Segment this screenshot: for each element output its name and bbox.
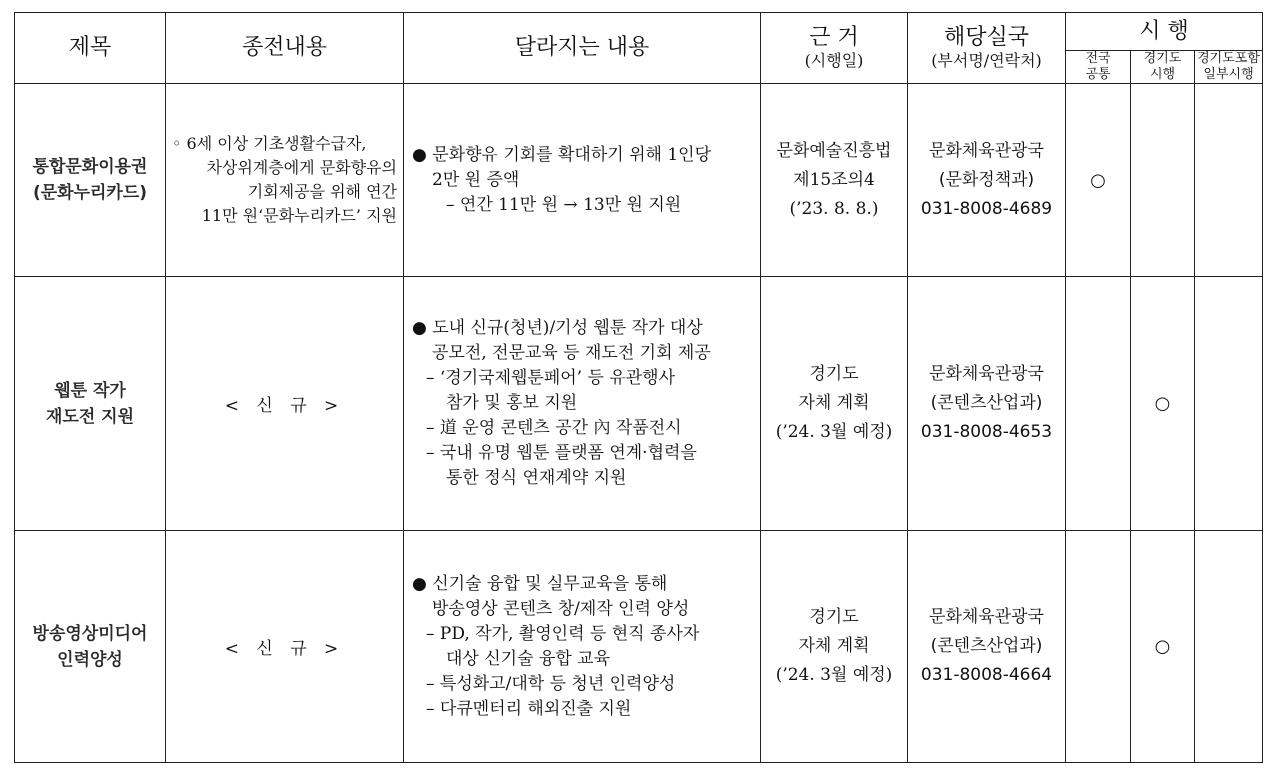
row-change-line: ● 문화향유 기회를 확대하기 위해 1인당 bbox=[412, 144, 711, 165]
table-row bbox=[15, 84, 1263, 277]
impl-gyeonggi-line1: 경기도 bbox=[1143, 51, 1182, 66]
header-impl-partial bbox=[1195, 51, 1263, 84]
header-department-sub: (부서명/연락처) bbox=[931, 51, 1042, 70]
row-basis bbox=[761, 84, 908, 277]
row-change-line: – ‘경기국제웹툰페어’ 등 유관행사 bbox=[426, 368, 676, 388]
row-change-line: ● 신기술 융합 및 실무교육을 통해 bbox=[412, 573, 668, 594]
row-previous bbox=[166, 277, 404, 531]
row-basis-line: 자체 계획 bbox=[798, 636, 870, 656]
row-basis-line: 경기도 bbox=[809, 607, 859, 627]
row-changes bbox=[404, 277, 761, 531]
row-basis-line: 자체 계획 bbox=[798, 393, 870, 413]
row-change-line: 대상 신기술 융합 교육 bbox=[446, 648, 611, 669]
row-title-line: 통합문화이용권 bbox=[32, 157, 148, 177]
header-impl-national bbox=[1066, 51, 1131, 84]
row-change-line: – 특성화고/대학 등 청년 인력양성 bbox=[426, 673, 676, 694]
row-basis-line: (’23. 8. 8.) bbox=[789, 198, 879, 219]
row-change-line: – 다큐멘터리 해외진출 지원 bbox=[426, 698, 632, 719]
row-impl-national: ○ bbox=[1066, 84, 1131, 277]
impl-partial-line2: 일부시행 bbox=[1203, 67, 1254, 82]
row-title-line: 재도전 지원 bbox=[45, 406, 135, 427]
row-department-line: 문화체육관광국 bbox=[929, 364, 1044, 384]
header-implementation: 시 행 bbox=[1066, 13, 1263, 51]
header-impl-gyeonggi bbox=[1131, 51, 1195, 84]
row-title bbox=[15, 84, 166, 277]
impl-national-line1: 전국 bbox=[1085, 51, 1111, 66]
row-impl-partial bbox=[1195, 277, 1263, 531]
row-previous-line: 차상위계층에게 문화향유의 bbox=[206, 158, 397, 177]
row-department-line: 031-8008-4689 bbox=[920, 198, 1053, 219]
impl-national-line2: 공통 bbox=[1085, 67, 1111, 82]
row-impl-partial bbox=[1195, 84, 1263, 277]
row-previous-line: 11만 원‘문화누리카드’ 지원 bbox=[201, 206, 397, 225]
header-basis-label: 근 거 bbox=[809, 25, 859, 50]
row-impl-gyeonggi bbox=[1131, 84, 1195, 277]
row-change-line: 2만 원 증액 bbox=[432, 169, 520, 190]
row-department-line: (콘텐츠산업과) bbox=[930, 636, 1043, 656]
row-change-line: 방송영상 콘텐츠 창/제작 인력 양성 bbox=[432, 598, 690, 619]
row-change-line: – 국내 유명 웹툰 플랫폼 연계·협력을 bbox=[426, 443, 697, 463]
row-change-line: 공모전, 전문교육 등 재도전 기회 제공 bbox=[432, 343, 711, 363]
row-change-line: 통한 정식 연재계약 지원 bbox=[446, 468, 627, 488]
row-change-line: – 연간 11만 원 → 13만 원 지원 bbox=[446, 194, 682, 215]
header-department-label: 해당실국 bbox=[943, 25, 1029, 50]
row-impl-national bbox=[1066, 277, 1131, 531]
row-basis-line: 제15조의4 bbox=[793, 169, 875, 190]
row-title-line: 인력양성 bbox=[57, 649, 123, 670]
row-impl-partial bbox=[1195, 531, 1263, 763]
row-change-line: – 道 운영 콘텐츠 공간 內 작품전시 bbox=[426, 418, 682, 438]
table-row bbox=[15, 277, 1263, 531]
row-department-line: 문화체육관광국 bbox=[929, 140, 1044, 161]
row-previous bbox=[166, 84, 404, 277]
header-changes: 달라지는 내용 bbox=[404, 13, 761, 84]
header-basis bbox=[761, 13, 908, 84]
row-basis-line: (’24. 3월 예정) bbox=[775, 665, 893, 685]
header-previous: 종전내용 bbox=[166, 13, 404, 84]
row-changes bbox=[404, 84, 761, 277]
row-basis bbox=[761, 277, 908, 531]
row-previous bbox=[166, 531, 404, 763]
row-basis-line: 문화예술진흥법 bbox=[776, 140, 892, 161]
row-basis-line: 경기도 bbox=[809, 364, 859, 384]
row-change-line: ● 도내 신규(청년)/기성 웹툰 작가 대상 bbox=[412, 318, 703, 338]
row-department bbox=[908, 84, 1066, 277]
row-basis-line: (’24. 3월 예정) bbox=[775, 422, 893, 442]
row-change-line: 참가 및 홍보 지원 bbox=[446, 393, 578, 413]
row-previous-line: 기회제공을 위해 연간 bbox=[247, 182, 397, 201]
row-title bbox=[15, 531, 166, 763]
table-row bbox=[15, 531, 1263, 763]
header-row bbox=[15, 13, 1263, 51]
row-department-line: (콘텐츠산업과) bbox=[930, 393, 1043, 413]
row-previous-line: < 신 규 > bbox=[224, 396, 345, 416]
row-department bbox=[908, 277, 1066, 531]
row-changes bbox=[404, 531, 761, 763]
row-impl-national bbox=[1066, 531, 1131, 763]
row-previous-line: ◦ 6세 이상 기초생활수급자, bbox=[172, 134, 367, 153]
header-basis-sub: (시행일) bbox=[804, 51, 864, 70]
row-title-line: (문화누리카드) bbox=[32, 183, 148, 203]
header-department bbox=[908, 13, 1066, 84]
row-impl-gyeonggi: ○ bbox=[1131, 531, 1195, 763]
row-title-line: 웹툰 작가 bbox=[54, 380, 126, 401]
row-title-line: 방송영상미디어 bbox=[32, 623, 148, 644]
row-department-line: (문화정책과) bbox=[938, 169, 1035, 190]
policy-change-table bbox=[14, 12, 1263, 763]
row-previous-line: < 신 규 > bbox=[224, 639, 345, 659]
row-impl-gyeonggi: ○ bbox=[1131, 277, 1195, 531]
row-title bbox=[15, 277, 166, 531]
row-change-line: – PD, 작가, 촬영인력 등 현직 종사자 bbox=[426, 623, 700, 644]
row-basis bbox=[761, 531, 908, 763]
header-title: 제목 bbox=[15, 13, 166, 84]
impl-gyeonggi-line2: 시행 bbox=[1149, 67, 1176, 82]
impl-partial-line1: 경기도포함 bbox=[1197, 51, 1260, 66]
row-department-line: 031-8008-4664 bbox=[920, 665, 1053, 685]
row-department-line: 문화체육관광국 bbox=[929, 607, 1044, 627]
row-department bbox=[908, 531, 1066, 763]
row-department-line: 031-8008-4653 bbox=[920, 422, 1053, 442]
